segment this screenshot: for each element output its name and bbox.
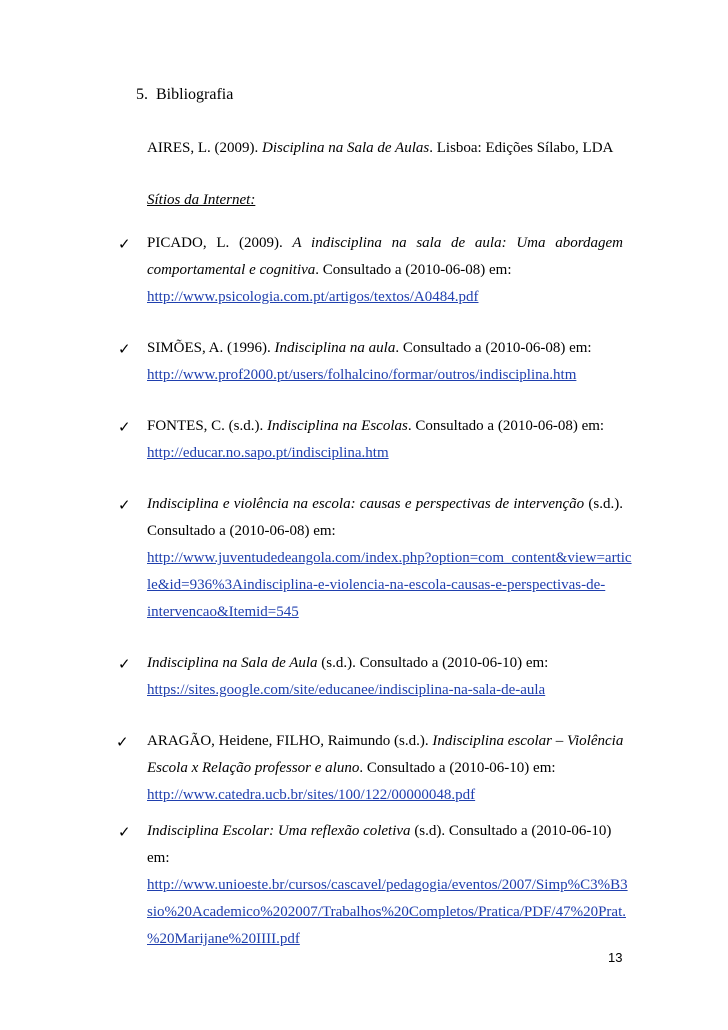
check-icon: ✓	[116, 733, 129, 751]
entry-picado-link[interactable]: http://www.psicologia.com.pt/artigos/textos/A0484.pdf	[147, 289, 479, 305]
entry-aragao-line2: Escola x Relação professor e aluno. Consultado a (2010-06-10) em:	[147, 760, 556, 776]
check-icon: ✓	[118, 655, 131, 673]
entry-reflexao-line1: Indisciplina Escolar: Uma reflexão coletiva (s.d). Consultado a (2010-06-10)	[147, 823, 612, 839]
entry-sala-aula-line1: Indisciplina na Sala de Aula (s.d.). Consultado a (2010-06-10) em:	[147, 655, 549, 671]
book-reference: AIRES, L. (2009). Disciplina na Sala de Aulas. Lisboa: Edições Sílabo, LDA	[147, 140, 614, 156]
entry-reflexao-link1[interactable]: http://www.unioeste.br/cursos/cascavel/pedagogia/eventos/2007/Simp%C3%B3	[147, 877, 628, 893]
entry-violencia-line2: Consultado a (2010-06-08) em:	[147, 523, 336, 539]
section-title: Bibliografia	[156, 86, 234, 103]
page-number: 13	[608, 950, 623, 965]
entry-aragao-link[interactable]: http://www.catedra.ucb.br/sites/100/122/00000048.pdf	[147, 787, 476, 803]
internet-sites-heading: Sítios da Internet:	[147, 192, 256, 208]
check-icon: ✓	[118, 340, 131, 358]
entry-violencia-link1[interactable]: http://www.juventudedeangola.com/index.php?option=com_content&view=artic	[147, 550, 632, 566]
entry-fontes-line1: FONTES, C. (s.d.). Indisciplina na Escolas. Consultado a (2010-06-08) em:	[147, 418, 605, 434]
entry-reflexao-link3[interactable]: %20Marijane%20IIII.pdf	[147, 931, 300, 947]
check-icon: ✓	[118, 823, 131, 841]
entry-simoes-line1: SIMÕES, A. (1996). Indisciplina na aula. Consultado a (2010-06-08) em:	[147, 340, 592, 356]
entry-aragao-line1: ARAGÃO, Heidene, FILHO, Raimundo (s.d.). Indisciplina escolar – Violência	[147, 733, 624, 749]
entry-picado-line2: comportamental e cognitiva. Consultado a (2010-06-08) em:	[147, 262, 512, 278]
entry-reflexao-line2: em:	[147, 850, 170, 866]
entry-simoes-link[interactable]: http://www.prof2000.pt/users/folhalcino/formar/outros/indisciplina.htm	[147, 367, 577, 383]
entry-fontes-link[interactable]: http://educar.no.sapo.pt/indisciplina.htm	[147, 445, 389, 461]
check-icon: ✓	[118, 235, 131, 253]
section-heading	[136, 86, 233, 104]
entry-sala-aula-link[interactable]: https://sites.google.com/site/educanee/indisciplina-na-sala-de-aula	[147, 682, 546, 698]
section-number: 5.	[136, 86, 148, 103]
entry-violencia-link3[interactable]: intervencao&Itemid=545	[147, 604, 299, 620]
entry-reflexao-link2[interactable]: sio%20Academico%202007/Trabalhos%20Completos/Pratica/PDF/47%20Prat.	[147, 904, 626, 920]
check-icon: ✓	[118, 418, 131, 436]
entry-picado-line1: PICADO, L. (2009). A indisciplina na sala de aula: Uma abordagem	[147, 235, 623, 251]
entry-violencia-line1: Indisciplina e violência na escola: causas e perspectivas de intervenção (s.d.).	[147, 496, 624, 512]
entry-violencia-link2[interactable]: le&id=936%3Aindisciplina-e-violencia-na-escola-causas-e-perspectivas-de-	[147, 577, 606, 593]
check-icon: ✓	[118, 496, 131, 514]
